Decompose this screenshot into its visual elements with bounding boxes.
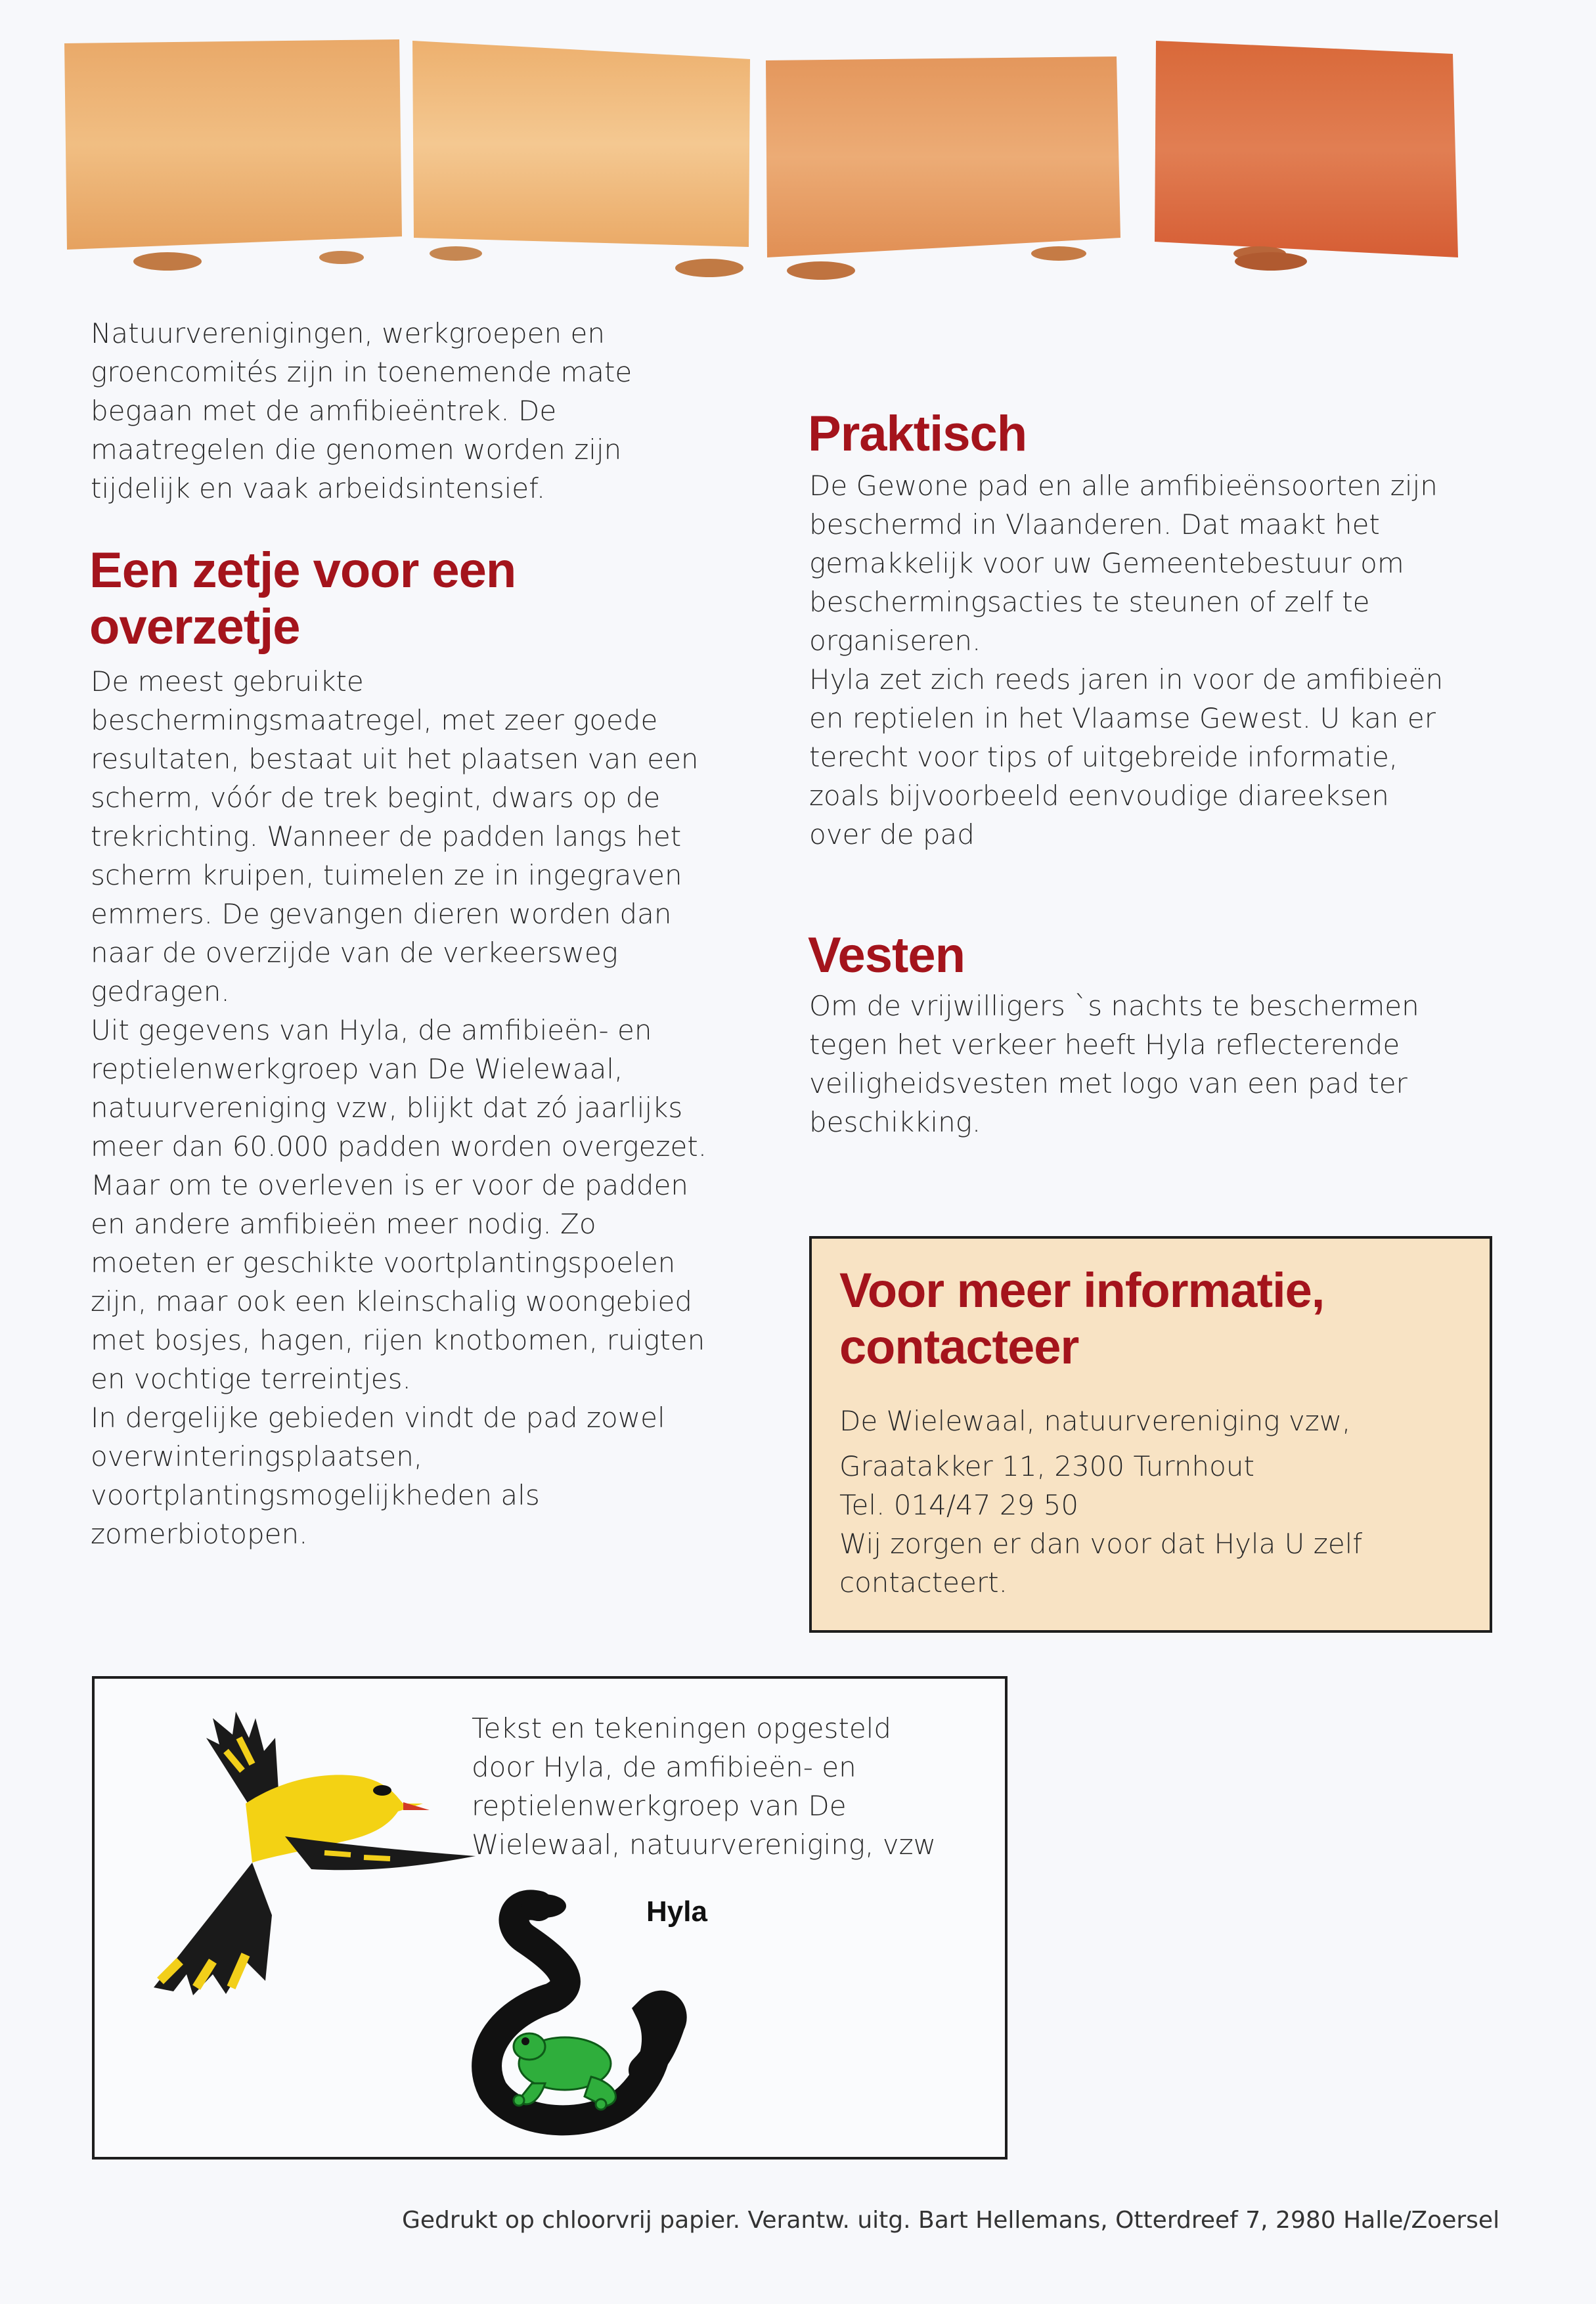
contact-title: [839, 1262, 1462, 1375]
text-line: emmers. De gevangen dieren worden dan: [91, 898, 672, 930]
text-line: Wielewaal, natuurvereniging, vzw: [472, 1828, 936, 1861]
intro-paragraph: [91, 314, 774, 508]
section-body-praktisch: [809, 466, 1512, 854]
text-line: beschermingsmaatregel, met zeer goede: [91, 704, 658, 736]
text-line: maatregelen die genomen worden zijn: [91, 433, 622, 466]
text-line: resultaten, bestaat uit het plaatsen van een: [91, 743, 699, 775]
text-line: met bosjes, hagen, rijen knotbomen, ruigten: [91, 1324, 705, 1356]
banner-panel-3: [766, 56, 1120, 280]
text-line: reptielenwerkgroep van De Wielewaal,: [91, 1053, 623, 1085]
text-line: voortplantingsmogelijkheden als: [91, 1479, 540, 1511]
section-title-zetje: [89, 543, 786, 655]
text-line: Om de vrijwilligers `s nachts te beschermen: [809, 990, 1419, 1022]
text-line: overwinteringsplaatsen,: [91, 1440, 423, 1473]
banner-panel-2: [412, 41, 750, 277]
section-body-vesten: [809, 986, 1512, 1141]
text-line: gedragen.: [91, 975, 230, 1008]
oriole-bird-illustration: [114, 1698, 482, 2007]
text-line: Wij zorgen er dan voor dat Hyla U zelf: [839, 1528, 1363, 1560]
text-line: beschermingsacties te steunen of zelf te: [809, 586, 1370, 618]
text-line: begaan met de amfibieëntrek. De: [91, 395, 557, 427]
title-line: Een zetje voor een: [89, 543, 516, 598]
text-line: organiseren.: [809, 625, 981, 657]
text-line: zoals bijvoorbeeld eenvoudige diareeksen: [809, 780, 1389, 812]
text-line: naar de overzijde van de verkeersweg: [91, 937, 618, 969]
text-line: In dergelijke gebieden vindt de pad zowel: [91, 1402, 665, 1434]
credits-text: [472, 1709, 997, 1864]
section-title-vesten: Vesten: [808, 927, 965, 983]
section-body-zetje: [91, 662, 787, 1553]
text-line: De meest gebruikte: [91, 665, 364, 698]
text-line: meer dan 60.000 padden worden overgezet.: [91, 1130, 707, 1163]
text-line: zijn, maar ook een kleinschalig woongebied: [91, 1285, 693, 1318]
contact-box: [809, 1236, 1492, 1633]
title-line: contacteer: [839, 1319, 1079, 1374]
contact-organisation: De Wielewaal, natuurvereniging vzw,: [839, 1405, 1351, 1437]
contact-address: Graatakker 11, 2300 Turnhout: [839, 1450, 1254, 1482]
text-line: tegen het verkeer heeft Hyla reflecterende: [809, 1029, 1400, 1061]
text-line: Hyla zet zich reeds jaren in voor de amfibieën: [809, 663, 1444, 696]
text-line: scherm, vóór de trek begint, dwars op de: [91, 782, 661, 814]
text-line: tijdelijk en vaak arbeidsintensief.: [91, 472, 546, 504]
text-line: contacteert.: [839, 1566, 1008, 1599]
text-line: en vochtige terreintjes.: [91, 1363, 411, 1395]
text-line: over de pad: [809, 818, 975, 851]
text-line: reptielenwerkgroep van De: [472, 1790, 847, 1822]
text-line: Tekst en tekeningen opgesteld: [472, 1712, 892, 1744]
text-line: beschermd in Vlaanderen. Dat maakt het: [809, 508, 1380, 541]
contact-phone: Tel. 014/47 29 50: [839, 1489, 1079, 1521]
text-line: De Gewone pad en alle amfibieënsoorten zijn: [809, 470, 1438, 502]
text-line: moeten er geschikte voortplantingspoelen: [91, 1247, 676, 1279]
credits-box: [92, 1676, 1008, 2160]
imprint-footer: Gedrukt op chloorvrij papier. Verantw. uitg. Bart Hellemans, Otterdreef 7, 2980 Halle/Zoersel: [402, 2207, 1500, 2234]
text-line: Maar om te overleven is er voor de padden: [91, 1169, 689, 1201]
text-line: door Hyla, de amfibieën- en: [472, 1751, 856, 1783]
text-line: en andere amfibieën meer nodig. Zo: [91, 1208, 596, 1240]
hyla-logo-label: Hyla: [646, 1895, 707, 1928]
text-line: Uit gegevens van Hyla, de amfibieën- en: [91, 1014, 652, 1046]
title-line: overzetje: [89, 599, 300, 655]
text-line: scherm kruipen, tuimelen ze in ingegraven: [91, 859, 682, 891]
text-line: terecht voor tips of uitgebreide informatie,: [809, 741, 1398, 773]
text-line: natuurvereniging vzw, blijkt dat zó jaarlijks: [91, 1092, 683, 1124]
text-line: en reptielen in het Vlaamse Gewest. U kan er: [809, 702, 1436, 734]
banner-panel-4: [1155, 41, 1458, 271]
title-line: Voor meer informatie,: [839, 1263, 1325, 1318]
text-line: zomerbiotopen.: [91, 1518, 308, 1550]
watercolor-banner: [0, 0, 1596, 289]
text-line: gemakkelijk voor uw Gemeentebestuur om: [809, 547, 1404, 579]
contact-details: [839, 1402, 1462, 1602]
text-line: groencomités zijn in toenemende mate: [91, 356, 632, 388]
text-line: veiligheidsvesten met logo van een pad ter: [809, 1067, 1408, 1099]
text-line: trekrichting. Wanneer de padden langs het: [91, 820, 682, 853]
text-line: beschikking.: [809, 1106, 981, 1138]
section-title-praktisch: Praktisch: [808, 406, 1027, 462]
text-line: Natuurverenigingen, werkgroepen en: [91, 317, 605, 349]
banner-panel-1: [64, 39, 402, 271]
